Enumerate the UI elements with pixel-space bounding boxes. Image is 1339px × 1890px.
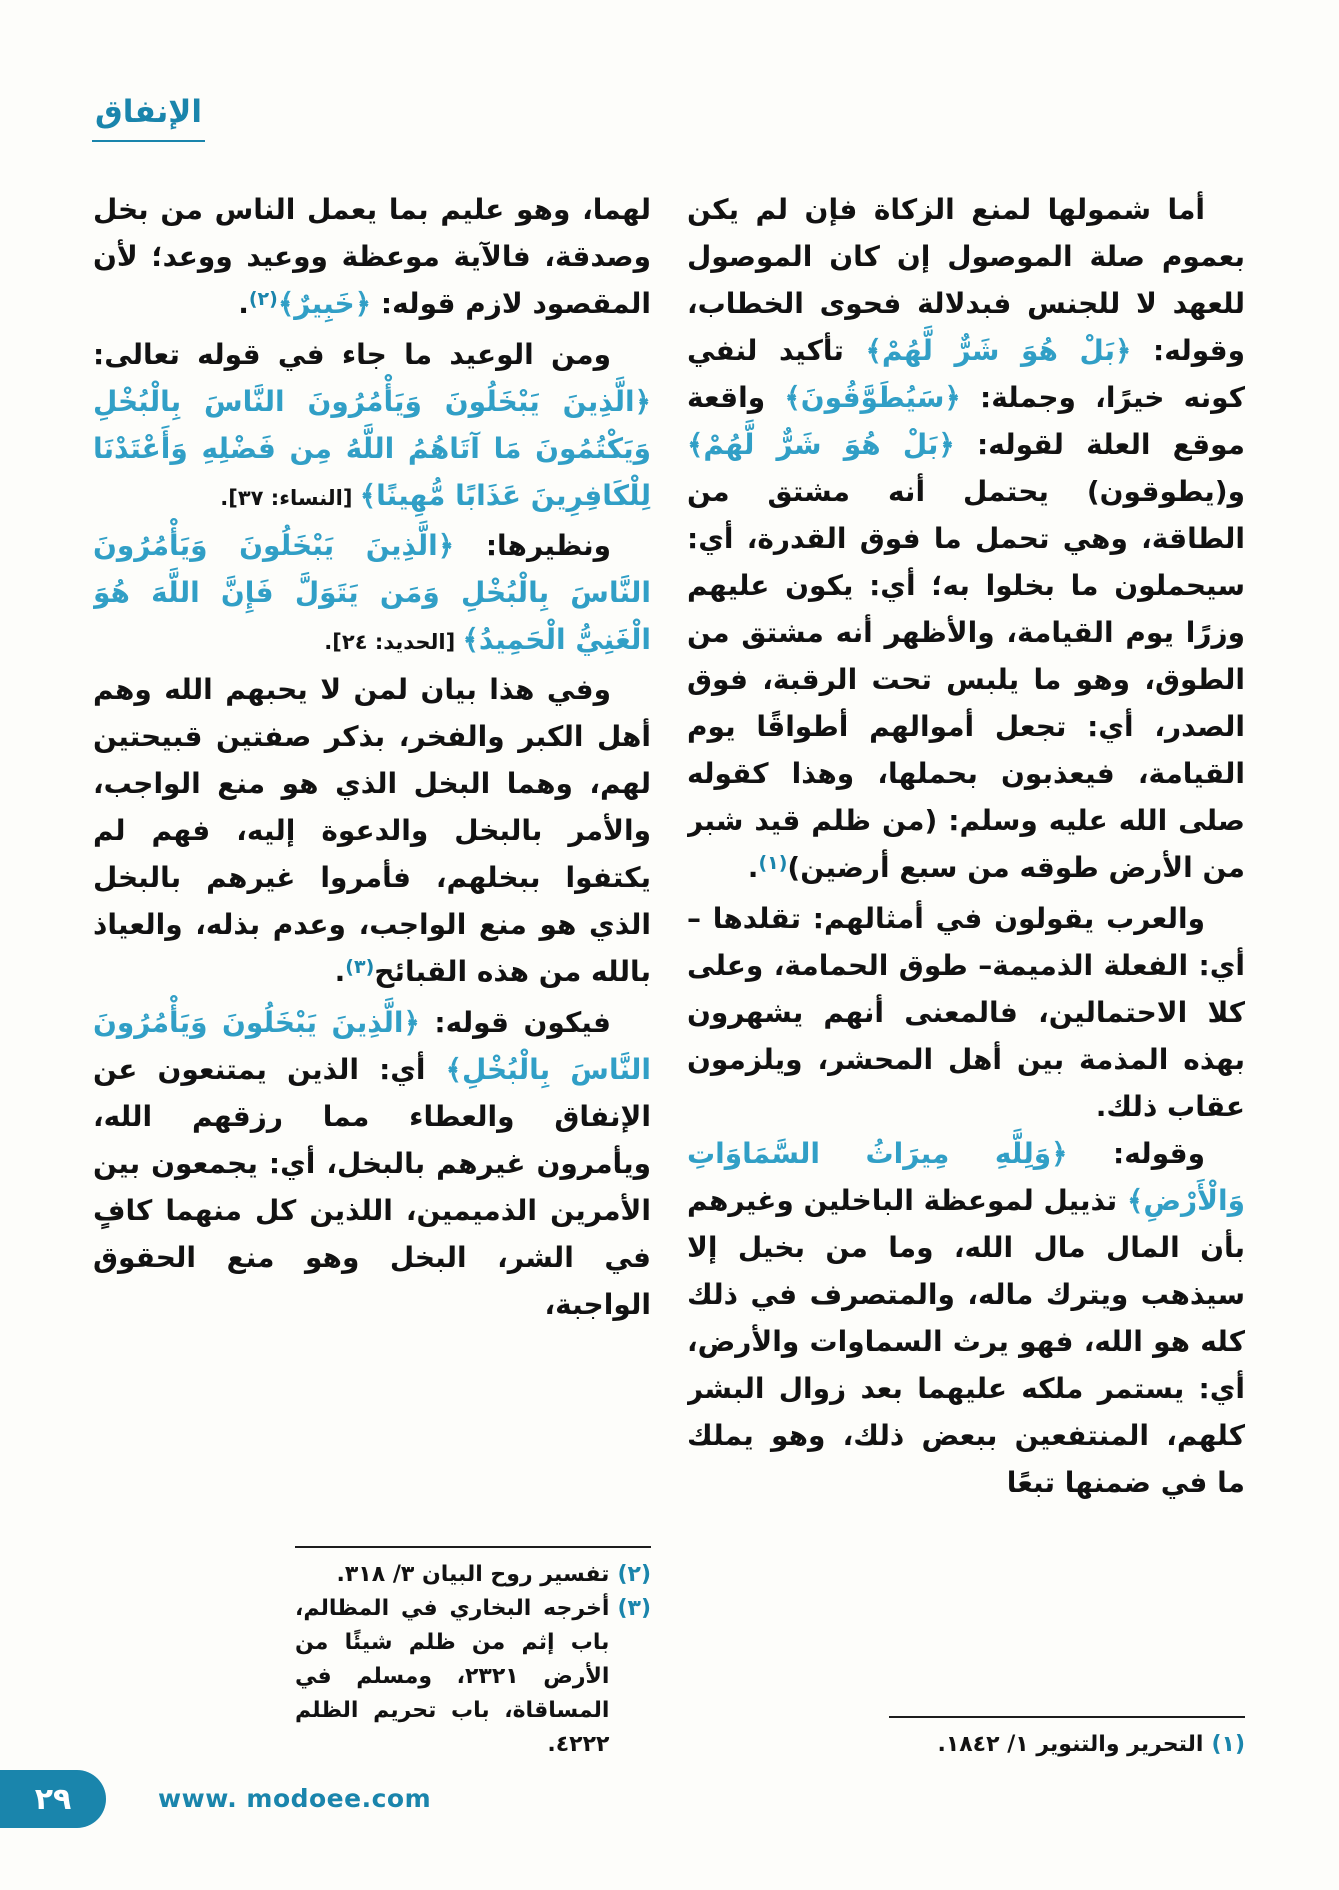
body-text: لهما، وهو عليم بما يعمل الناس من بخل وصدقة، فالآية موعظة ووعيد ووعد؛ لأن المقصود لازم قوله:: [93, 193, 651, 320]
paragraph: [93, 186, 651, 331]
footnote: [295, 1592, 651, 1762]
footnote-number: (١): [1211, 1732, 1245, 1757]
column-right-footnotes: [889, 1716, 1245, 1762]
paragraph: [93, 522, 651, 666]
footnote-separator: [295, 1546, 651, 1548]
body-text: ونظيرها:: [454, 529, 611, 562]
paragraph: [93, 331, 651, 522]
body-text: تذييل لموعظة الباخلين وغيرهم بأن المال مال الله، وما من بخيل إلا سيذهب ويترك ماله، والمتصرف في ذلك كله هو الله، فهو يرث السماوات والأرض، أي: يستمر ملكه عليهما بعد زوال البشر كلهم، المنتفعين ببعض ذلك، وهو يملك ما في ضمنها تبعًا: [687, 1184, 1245, 1499]
body-text: فيكون قوله:: [419, 1006, 611, 1039]
paragraph: [93, 999, 651, 1328]
body-text: ومن الوعيد ما جاء في قوله تعالى:: [93, 338, 611, 371]
footnote: [889, 1728, 1245, 1762]
footnote-list: [295, 1558, 651, 1762]
body-text: والعرب يقولون في أمثالهم: تقلدها –أي: الفعلة الذميمة– طوق الحمامة، وعلى كلا الاحتمالين، فالمعنى أنهم يشهرون بهذه المذمة بين أهل المحشر، ويلزمون عقاب ذلك.: [687, 902, 1245, 1123]
footnote-list: [889, 1728, 1245, 1762]
paragraph: [687, 186, 1245, 895]
body-text: .: [238, 287, 249, 320]
footnote-text: أخرجه البخاري في المظالم، باب إثم من ظلم شيئًا من الأرض ٢٣٢١، ومسلم في المساقاة، باب تحريم الظلم ٤٢٢٢.: [295, 1596, 610, 1757]
page-header-title: الإنفاق: [92, 94, 205, 142]
column-right: [687, 186, 1245, 1766]
footnote-text: التحرير والتنوير ١/ ١٨٤٢.: [937, 1732, 1204, 1757]
quran-verse: ﴿سَيُطَوَّقُونَ﴾: [784, 381, 961, 414]
body-text: و(يطوقون) يحتمل أنه مشتق من الطاقة، وهي تحمل ما فوق القدرة، أي: سيحملون ما بخلوا به؛ أي: يكون عليهم وزرًا يوم القيامة، والأظهر أنه مشتق من الطوق، وهو ما يلبس تحت الرقبة، فوق الصدر، أي: تجعل أموالهم أطواقًا يوم القيامة، فيعذبون بحملها، وهذا كقوله صلى الله عليه وسلم: (من ظلم قيد شبر من الأرض طوقه من سبع أرضين): [687, 475, 1245, 884]
quran-verse: ﴿بَلْ هُوَ شَرٌّ لَّهُمْ﴾: [865, 334, 1132, 367]
paragraph: [93, 666, 651, 999]
website-text: www. modoee.com: [158, 1784, 432, 1813]
verse-citation: [الحديد: ٢٤].: [324, 630, 463, 654]
column-right-paragraphs: [687, 186, 1245, 1506]
quran-verse: ﴿الَّذِينَ يَبْخَلُونَ وَيَأْمُرُونَ النَّاسَ بِالْبُخْلِ﴾: [93, 1006, 651, 1086]
quran-verse: ﴿خَبِيرٌ﴾: [277, 287, 372, 320]
page-content: [93, 186, 1245, 1766]
body-text: .: [747, 851, 759, 884]
body-text: وقوله:: [1067, 1137, 1205, 1170]
footnote-text: تفسير روح البيان ٣/ ٣١٨.: [336, 1562, 610, 1587]
quran-verse: ﴿الَّذِينَ يَبْخَلُونَ وَيَأْمُرُونَ النَّاسَ بِالْبُخْلِ وَيَكْتُمُونَ مَا آتَاهُمُ اللَّهُ مِن فَضْلِهِ وَأَعْتَدْنَا لِلْكَافِرِينَ عَذَابًا مُّهِينًا﴾: [93, 385, 651, 512]
page-number-badge: [0, 1770, 106, 1828]
body-text: تأكيد لنفي كونه خيرًا، وجملة:: [687, 334, 1245, 414]
column-left-footnotes: [295, 1546, 651, 1762]
footnote-ref: (٢): [248, 288, 278, 310]
footnote-number: (٣): [617, 1596, 651, 1621]
footnote: [295, 1558, 651, 1592]
body-text: أما شمولها لمنع الزكاة فإن لم يكن بعموم صلة الموصول إن كان الموصول للعهد لا للجنس فبدلالة فحوى الخطاب، وقوله:: [687, 193, 1245, 367]
body-text: أي: الذين يمتنعون عن الإنفاق والعطاء مما رزقهم الله، ويأمرون غيرهم بالبخل، أي: يجمعون بين الأمرين الذميمين، اللذين كل منهما كافٍ في الشر، البخل وهو منع الحقوق الواجبة،: [93, 1053, 651, 1321]
quran-verse: ﴿وَلِلَّهِ مِيرَاثُ السَّمَاوَاتِ وَالْأَرْضِ﴾: [687, 1137, 1245, 1217]
footnote-separator: [889, 1716, 1245, 1718]
paragraph: [687, 1130, 1245, 1506]
quran-verse: ﴿الَّذِينَ يَبْخَلُونَ وَيَأْمُرُونَ النَّاسَ بِالْبُخْلِ وَمَن يَتَوَلَّ فَإِنَّ اللَّهَ هُوَ الْغَنِيُّ الْحَمِيدُ﴾: [93, 529, 651, 656]
body-text: واقعة موقع العلة لقوله:: [687, 381, 1245, 461]
footnote-ref: (٣): [345, 956, 375, 978]
body-text: .: [334, 955, 346, 988]
footnote-number: (٢): [617, 1562, 651, 1587]
quran-verse: ﴿بَلْ هُوَ شَرٌّ لَّهُمْ﴾: [687, 428, 955, 461]
verse-citation: [النساء: ٣٧].: [220, 486, 360, 510]
column-left: [93, 186, 651, 1766]
body-text: وفي هذا بيان لمن لا يحبهم الله وهم أهل الكبر والفخر، بذكر صفتين قبيحتين لهم، وهما البخل الذي هو منع الواجب، والأمر بالبخل والدعوة إليه، فهم لم يكتفوا ببخلهم، فأمروا غيرهم بالبخل الذي هو منع الواجب، وعدم بذله، والعياذ بالله من هذه القبائح: [93, 673, 651, 988]
footnote-ref: (١): [758, 852, 788, 874]
column-left-paragraphs: [93, 186, 651, 1328]
page-number: ٢٩: [34, 1781, 72, 1817]
paragraph: [687, 895, 1245, 1130]
